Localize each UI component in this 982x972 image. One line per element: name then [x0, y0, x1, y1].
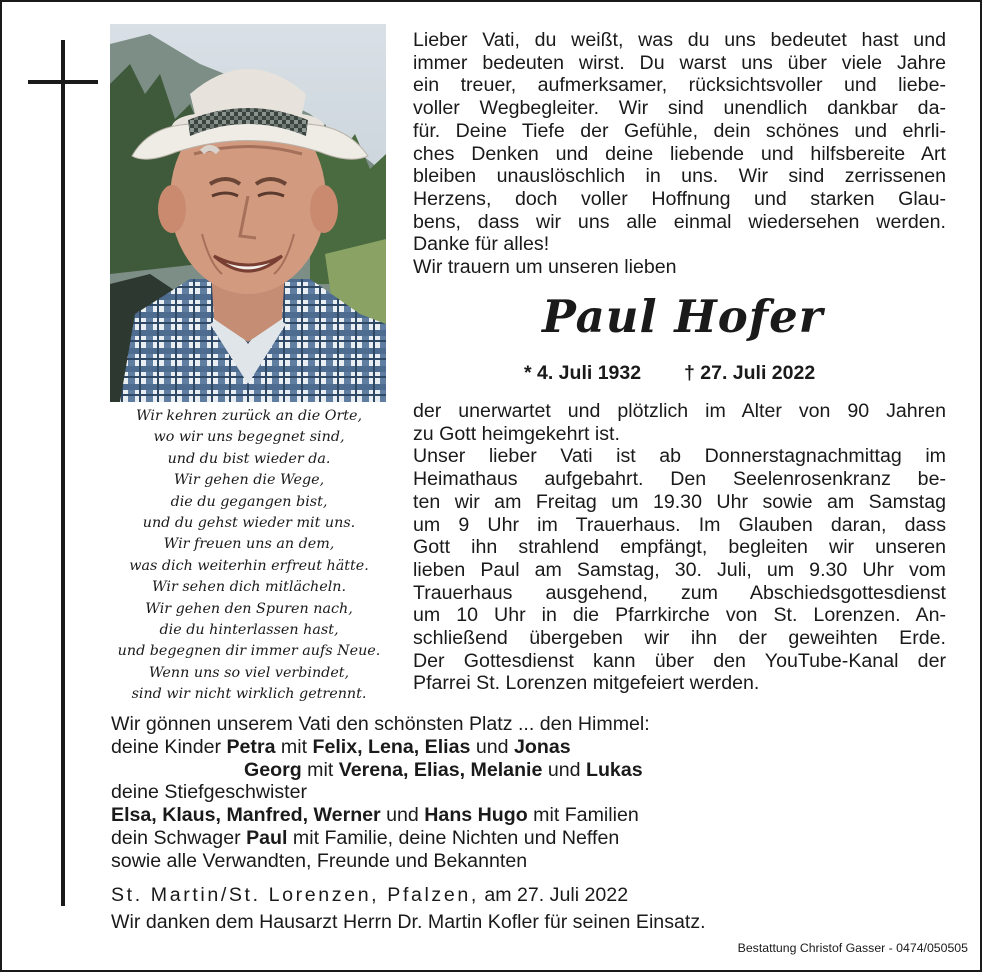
cross-icon-bar [28, 80, 98, 84]
children-line-2 [111, 759, 911, 782]
intro-line: immer bedeuten wirst. Du warst uns über viele Jahre [413, 51, 946, 74]
verse-line: Wir freuen uns an dem, [163, 536, 335, 553]
grandchild-name: Lukas [585, 758, 643, 781]
announcement-text [413, 400, 946, 695]
verse-line: was dich weiterhin erfreut hätte. [129, 557, 369, 574]
children-line-1 [111, 736, 911, 759]
undertaker-credit: Bestattung Christof Gasser - 0474/050505 [737, 941, 968, 955]
label: deine Kinder [111, 735, 227, 758]
notice-date: am 27. Juli 2022 [478, 884, 629, 906]
mourners-intro: Wir gönnen unserem Vati den schönsten Platz ... den Himmel: [111, 713, 650, 735]
verse-line: wo wir uns begegnet sind, [153, 429, 345, 446]
intro-line: bens, dass wir uns alle einmal wiedersehen werden. [413, 210, 946, 233]
intro-line: ches Denken und deine liebende und hilfsbereite Art [413, 142, 946, 165]
announcement-line: Heimathaus aufgebahrt. Den Seelenrosenkranz be- [413, 468, 946, 491]
label: mit Familie, deine Nichten und Neffen [287, 826, 620, 849]
intro-text [413, 29, 946, 279]
grandchildren-names: Felix, Lena, Elias [312, 735, 471, 758]
brother-in-law-line [111, 827, 911, 850]
child-name: Petra [226, 735, 276, 758]
intro-line: Wir trauern um unseren lieben [413, 256, 677, 279]
announcement-line: Trauerhaus ausgehend, zum Abschiedsgottesdienst [413, 581, 946, 604]
intro-line: bleiben unauslöschlich in uns. Wir sind zerrissenen [413, 165, 946, 188]
verse-line: und du bist wieder da. [167, 450, 331, 467]
verse-line: Wenn uns so viel verbindet, [148, 664, 350, 681]
announcement-line: Pfarrei St. Lorenzen mitgefeiert werden. [413, 672, 760, 695]
announcement-line: ten wir am Freitag um 19.30 Uhr sowie am Samstag [413, 490, 946, 513]
intro-line: ein treuer, aufmerksamer, rücksichtsvoller und liebe- [413, 74, 946, 97]
stepsiblings-line [111, 804, 911, 827]
portrait-photo [110, 24, 386, 402]
relatives-line: sowie alle Verwandten, Freunde und Bekannten [111, 849, 528, 872]
announcement-line: Unser lieber Vati ist ab Donnerstagnachmittag im [413, 445, 946, 468]
announcement-line: um 9 Uhr im Trauerhaus. Im Glauben daran, dass [413, 513, 946, 536]
sibling-names: Elsa, Klaus, Manfred, Werner [111, 804, 381, 827]
verse-line: und begegnen dir immer aufs Neue. [117, 643, 381, 660]
deceased-name: Paul Hofer [542, 290, 824, 343]
verse-line: und du gehst wieder mit uns. [142, 515, 356, 532]
child-name: Georg [244, 758, 302, 781]
announcement-line: Der Gottesdienst kann über den YouTube-Kanal der [413, 649, 946, 672]
place-names: St. Martin/St. Lorenzen, Pfalzen, [111, 884, 479, 906]
verse-line: Wir kehren zurück an die Orte, [135, 408, 363, 424]
label: mit [301, 758, 339, 781]
announcement-line: zu Gott heimgekehrt ist. [413, 422, 620, 445]
intro-line: für. Deine Tiefe der Gefühle, dein schönes und ehrli- [413, 119, 946, 142]
label: mit Familien [527, 804, 639, 827]
announcement-line: um 10 Uhr in die Pfarrkirche von St. Lorenzen. An- [413, 604, 946, 627]
mourners-list [111, 713, 911, 873]
birth-date: * 4. Juli 1932 [524, 362, 642, 384]
thanks-line: Wir danken dem Hausarzt Herrn Dr. Martin Kofler für seinen Einsatz. [111, 911, 706, 933]
grandchild-name: Jonas [514, 735, 571, 758]
verse-line: Wir gehen den Spuren nach, [145, 600, 353, 617]
memorial-verse [104, 406, 394, 706]
brother-in-law-name: Paul [246, 826, 288, 849]
cross-icon [61, 40, 65, 906]
stepsiblings-label: deine Stiefgeschwister [111, 781, 308, 804]
verse-line: Wir sehen dich mitlächeln. [151, 579, 347, 596]
intro-line: voller Wegbegleiter. Wir sind unendlich dankbar da- [413, 97, 946, 120]
announcement-line: schließend übergeben wir ihn der geweihten Erde. [413, 627, 946, 650]
label: und [470, 735, 515, 758]
label: dein Schwager [111, 826, 247, 849]
intro-line: Herzens, doch voller Hoffnung und starken Glau- [413, 187, 946, 210]
verse-line: Wir gehen die Wege, [173, 472, 325, 489]
announcement-line: der unerwartet und plötzlich im Alter von 90 Jahren [413, 400, 946, 422]
intro-line: Lieber Vati, du weißt, was du uns bedeutet hast und [413, 29, 946, 51]
label: und [380, 804, 425, 827]
announcement-line: lieben Paul am Samstag, 30. Juli, um 9.30 Uhr vom [413, 558, 946, 581]
grandchildren-names: Verena, Elias, Melanie [338, 758, 543, 781]
sibling-name: Hans Hugo [424, 804, 528, 827]
verse-line: die du gegangen bist, [170, 493, 328, 510]
label: und [542, 758, 586, 781]
place-date-line [111, 884, 628, 907]
death-date: † 27. Juli 2022 [684, 362, 816, 384]
announcement-line: Gott ihn strahlend empfängt, begleiten wir unseren [413, 536, 946, 559]
intro-line: Danke für alles! [413, 233, 550, 256]
verse-line: die du hinterlassen hast, [159, 622, 339, 639]
verse-line: sind wir nicht wirklich getrennt. [131, 686, 367, 703]
label: mit [275, 735, 313, 758]
